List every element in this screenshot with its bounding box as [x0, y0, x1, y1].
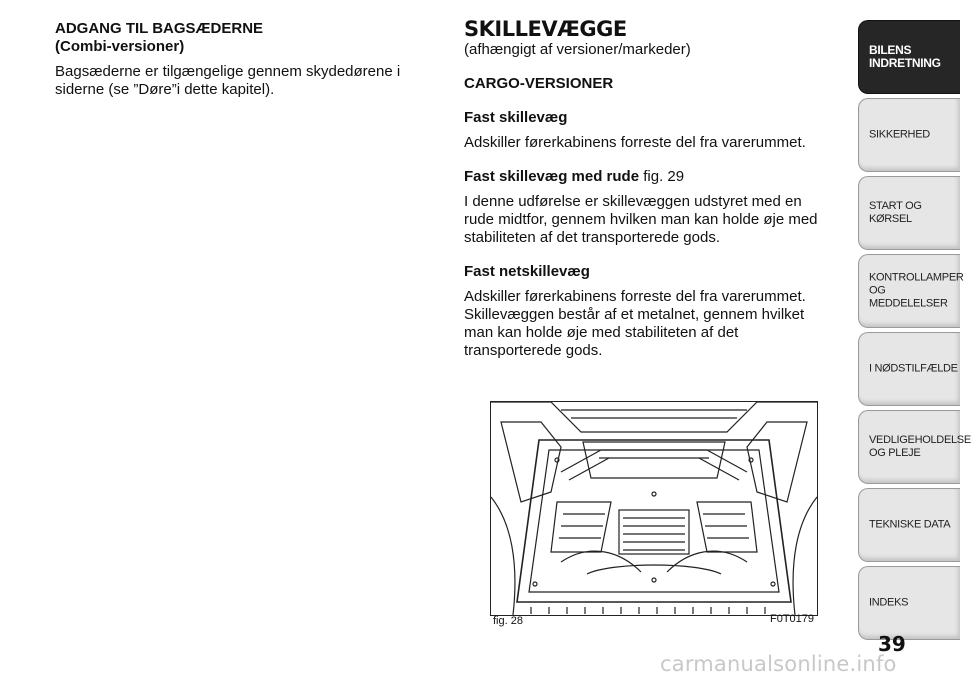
text-line: Adskiller førerkabinens forreste del fra varerummet.	[464, 134, 806, 151]
text-line: transporterede gods.	[464, 342, 603, 359]
tab-tekniske-data[interactable]	[858, 488, 960, 562]
tab-bilens-indretning[interactable]	[858, 20, 960, 94]
text-line: Bagsæderne er tilgængelige gennem skydedørene i	[55, 63, 401, 80]
tab-kontrollamper[interactable]	[858, 254, 964, 328]
tab-label: BILENS INDRETNING	[869, 43, 941, 70]
tab-label: VEDLIGEHOLDELSE OG PLEJE	[869, 434, 971, 459]
figure-reference: fig. 29	[639, 168, 685, 185]
right-column	[464, 17, 854, 360]
cargo-partition-illustration	[491, 402, 817, 615]
tab-label: TEKNISKE DATA	[869, 518, 951, 531]
subheading-text: Fast skillevæg med rude	[464, 168, 640, 185]
tab-label: KONTROLLAMPER OG MEDDELELSER	[869, 271, 964, 310]
tab-sikkerhed[interactable]	[858, 98, 960, 172]
text-line: man kan holde øje med stabiliteten af det	[464, 324, 739, 341]
tab-nodstilfaelde[interactable]	[858, 332, 960, 406]
heading-rear-seat-access: ADGANG TIL BAGSÆDERNE	[55, 20, 264, 37]
text-line: Skillevæggen består af et metalnet, gennem hvilket	[464, 306, 805, 323]
page-number: 39	[878, 632, 906, 656]
subheading-net-partition: Fast netskillevæg	[464, 263, 590, 280]
text-line: rude midtfor, gennem hvilken man kan holde øje med	[464, 211, 818, 228]
watermark: carmanualsonline.info	[660, 652, 897, 676]
chapter-tabs	[858, 20, 971, 644]
tab-start-og-korsel[interactable]	[858, 176, 960, 250]
text-line: I denne udførelse er skillevæggen udstyret med en	[464, 193, 802, 210]
tab-label: SIKKERHED	[869, 128, 930, 141]
section-subtitle: (afhængigt af versioner/markeder)	[464, 41, 691, 58]
figure-cargo-partition	[490, 401, 818, 616]
tab-label: INDEKS	[869, 596, 909, 609]
subheading-fixed-partition: Fast skillevæg	[464, 109, 568, 126]
section-title: SKILLEVÆGGE	[464, 17, 627, 41]
text-line: Adskiller førerkabinens forreste del fra varerummet.	[464, 288, 806, 305]
cargo-heading: CARGO-VERSIONER	[464, 75, 614, 92]
tab-label: I NØDSTILFÆLDE	[869, 362, 958, 375]
figure-code: F0T0179	[770, 613, 815, 625]
tab-vedligeholdelse[interactable]	[858, 410, 971, 484]
tab-indeks[interactable]	[858, 566, 960, 640]
text-line: siderne (se ”Døre”i dette kapitel).	[55, 81, 275, 98]
subheading-partition-window	[464, 168, 854, 186]
heading-combi-versions: (Combi-versioner)	[55, 38, 185, 55]
text-line: stabiliteten af det transporterede gods.	[464, 229, 720, 246]
left-column	[55, 20, 425, 99]
figure-caption: fig. 28	[493, 615, 523, 627]
tab-label: START OG KØRSEL	[869, 200, 922, 225]
